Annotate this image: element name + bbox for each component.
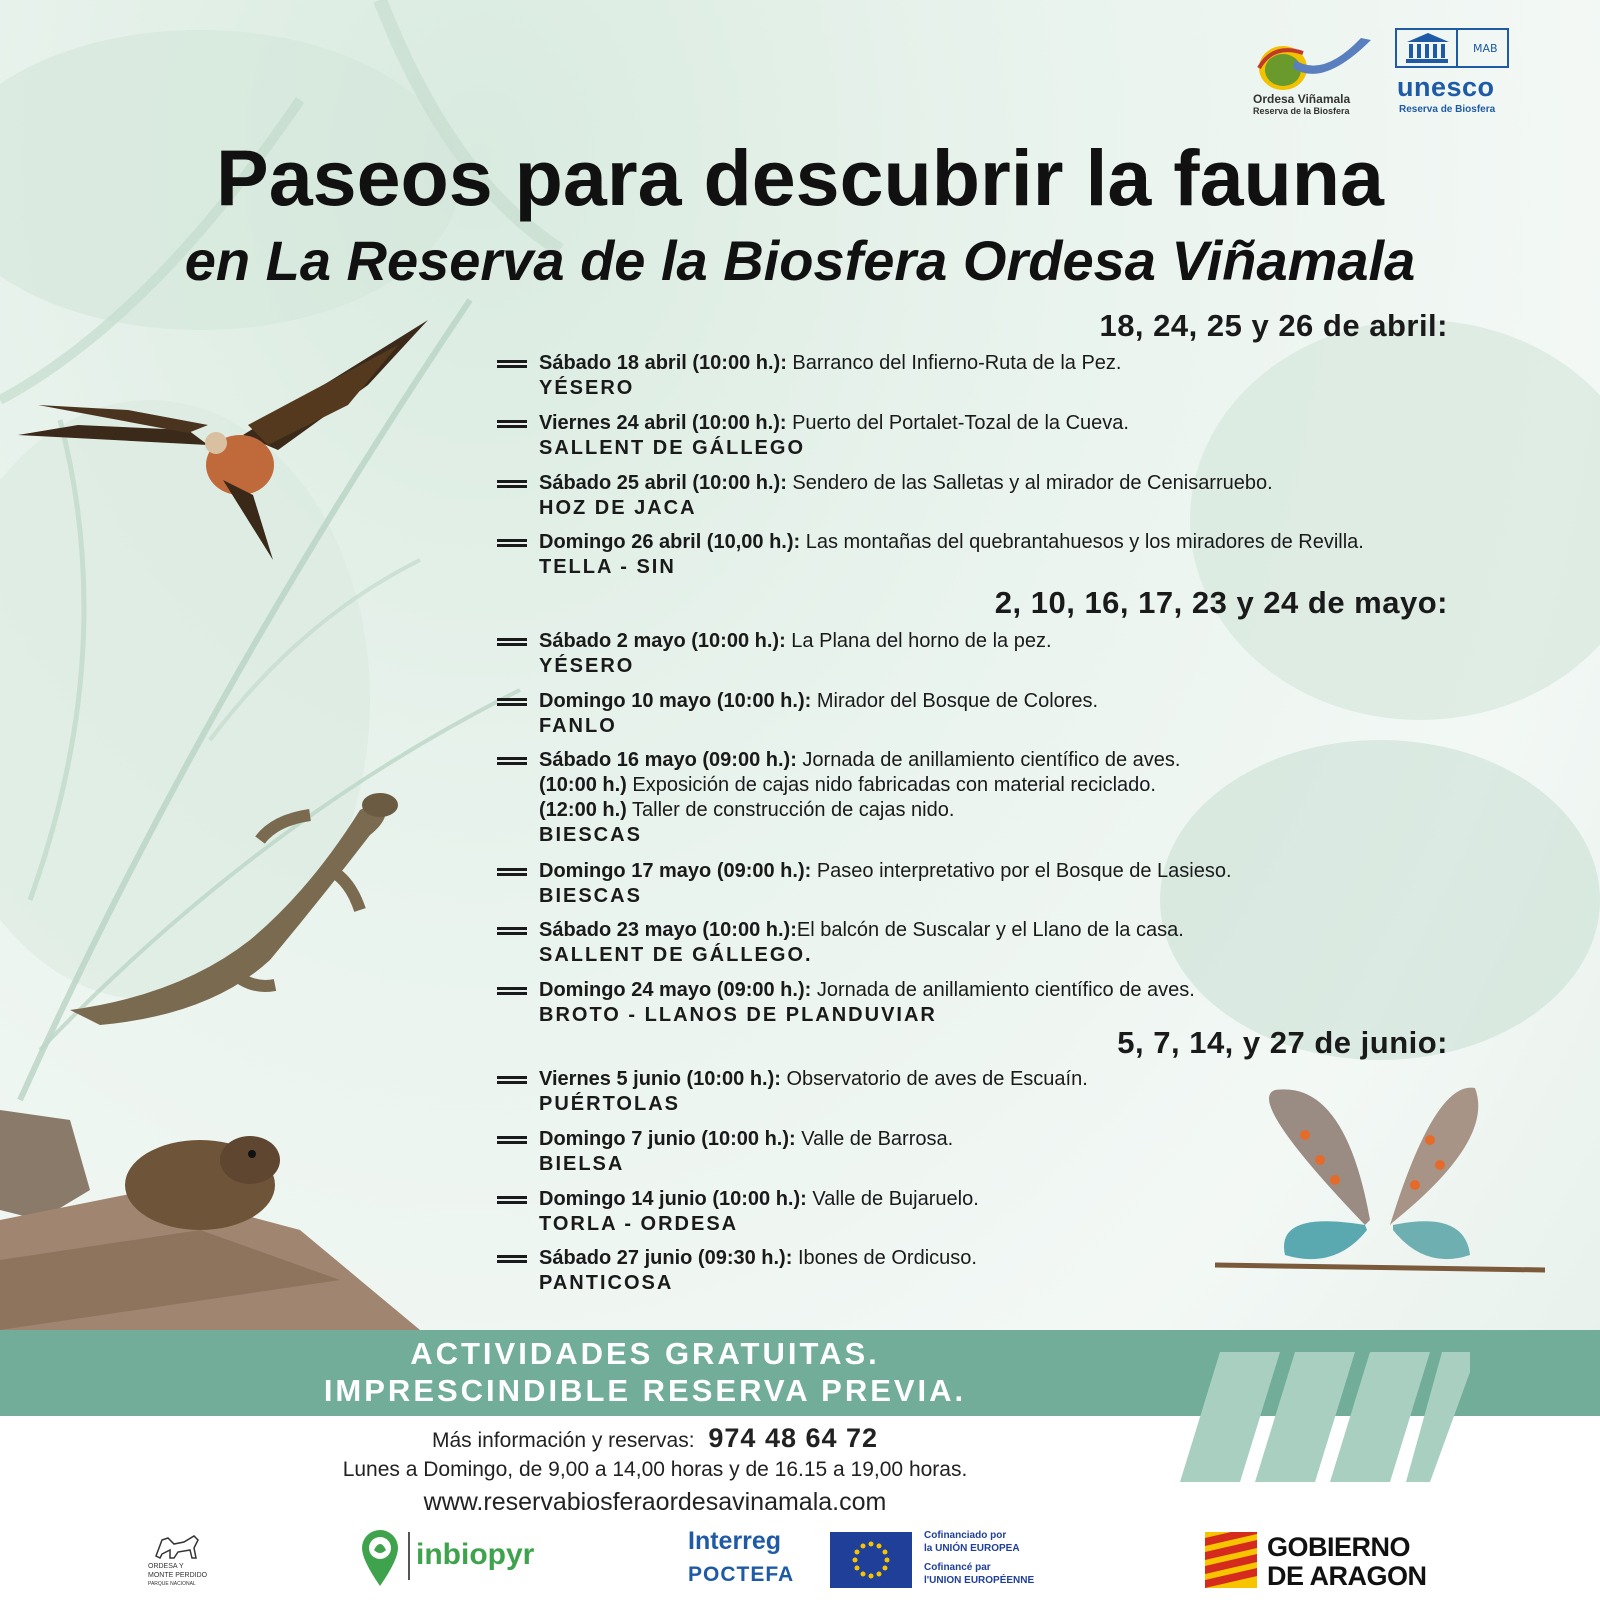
event-title: Ibones de Ordicuso. [792,1247,977,1269]
event-bullet [497,757,527,765]
event-title: Jornada de anillamiento científico de aves. [811,979,1195,1001]
logo-divider [408,1532,410,1580]
month-heading-mayo: 2, 10, 16, 17, 23 y 24 de mayo: [994,585,1448,620]
ordesa-monte-perdido-logo [148,1530,208,1592]
ordesa-logo-line3: PARQUE NACIONAL [148,1581,196,1587]
aragon-flag-icon [1205,1532,1257,1588]
event-description [539,860,1232,883]
event-time: Sábado 23 mayo (10:00 h.): [539,919,797,941]
phone-number[interactable]: 974 48 64 72 [708,1423,879,1453]
event-time: Domingo 24 mayo (09:00 h.): [539,979,812,1001]
event-description [539,774,1156,797]
inbiopyr-wordmark: inbiopyr [416,1538,535,1571]
event-bullet [497,868,527,876]
event-location: PANTICOSA [539,1272,674,1294]
event-time: Sábado 16 mayo (09:00 h.): [539,749,797,771]
event-bullet [497,1196,527,1204]
gobierno-aragon-logo [1205,1532,1465,1594]
gobierno-line1: GOBIERNO [1267,1532,1411,1562]
event-description [539,1128,953,1151]
ordesa-vinamala-logo [1253,38,1373,118]
event-location: SALLENT DE GÁLLEGO [539,437,805,459]
event-time: Domingo 10 mayo (10:00 h.): [539,690,812,712]
eu-text-line3: Cofinancé par [924,1562,991,1573]
event-time: Domingo 17 mayo (09:00 h.): [539,860,812,882]
ordesa-logo-name: Ordesa Viñamala [1253,92,1351,106]
event-title: Taller de construcción de cajas nido. [626,799,955,821]
event-description [539,412,1129,435]
ordesa-vinamala-emblem-icon [1253,38,1373,93]
month-heading-abril: 18, 24, 25 y 26 de abril: [1099,308,1448,343]
event-bullet [497,638,527,646]
eu-flag-icon [830,1532,912,1588]
event-time: (12:00 h.) [539,799,627,821]
event-title: Barranco del Infierno-Ruta de la Pez. [786,352,1122,374]
event-description [539,919,1184,942]
banner-line-free: ACTIVIDADES GRATUITAS. [410,1336,880,1371]
info-label: Más información y reservas: [431,1429,695,1452]
event-time: Domingo 7 junio (10:00 h.): [539,1128,796,1150]
event-time: (10:00 h.) [539,774,627,796]
event-description [539,472,1273,495]
event-location: BROTO - LLANOS DE PLANDUVIAR [539,1004,937,1026]
event-location: YÉSERO [539,655,635,677]
event-title: Valle de Barrosa. [795,1128,954,1150]
unesco-logo [1395,28,1517,118]
eu-cofinancing-text [924,1530,1074,1594]
marmot-image [0,1110,420,1330]
poctefa-wordmark: POCTEFA [688,1563,795,1586]
ordesa-logo-line2: MONTE PERDIDO [148,1572,208,1579]
info-line [0,1423,1310,1454]
event-time: Sábado 2 mayo (10:00 h.): [539,630,786,652]
event-bullet [497,1255,527,1263]
event-time: Sábado 27 junio (09:30 h.): [539,1247,793,1269]
event-description [539,979,1195,1002]
event-title: Mirador del Bosque de Colores. [811,690,1099,712]
event-title: Exposición de cajas nido fabricadas con material reciclado. [626,774,1156,796]
ordesa-logo-line1: ORDESA Y [148,1563,184,1570]
unesco-wordmark: unesco [1397,72,1495,102]
event-location: FANLO [539,715,617,737]
event-time: Viernes 5 junio (10:00 h.): [539,1068,781,1090]
event-location: TORLA - ORDESA [539,1213,739,1235]
event-bullet [497,420,527,428]
event-description [539,799,954,822]
website-link[interactable]: www.reservabiosferaordesavinamala.com [423,1488,887,1516]
event-title: Observatorio de aves de Escuaín. [780,1068,1088,1090]
gobierno-line2: DE ARAGON [1267,1561,1427,1591]
location-pin-icon [360,1528,400,1588]
event-title: Valle de Bujaruelo. [806,1188,979,1210]
event-location: YÉSERO [539,377,635,399]
event-description [539,1068,1088,1091]
event-location: BIESCAS [539,824,642,846]
interreg-wordmark: Interreg [688,1527,782,1555]
event-title: Las montañas del quebrantahuesos y los miradores de Revilla. [800,531,1364,553]
event-location: BIELSA [539,1153,625,1175]
event-time: Sábado 25 abril (10:00 h.): [539,472,787,494]
event-bullet [497,1076,527,1084]
opening-hours: Lunes a Domingo, de 9,00 a 14,00 horas y de 16.15 a 19,00 horas. [342,1458,968,1481]
banner-line-reservation: IMPRESCINDIBLE RESERVA PREVIA. [323,1373,967,1408]
unesco-tagline: Reserva de Biosfera [1399,104,1496,115]
event-title: El balcón de Suscalar y el Llano de la casa. [796,919,1184,941]
eu-text-line4: l'UNION EUROPÉENNE [924,1575,1035,1586]
event-title: Jornada de anillamiento científico de aves. [796,749,1181,771]
event-time: Sábado 18 abril (10:00 h.): [539,352,787,374]
month-heading-junio: 5, 7, 14, y 27 de junio: [1117,1025,1448,1060]
event-title: Sendero de las Salletas y al mirador de Cenisarruebo. [786,472,1273,494]
event-bullet [497,927,527,935]
event-description [539,1188,979,1211]
event-description [539,630,1052,653]
event-description [539,749,1180,772]
event-description [539,690,1098,713]
event-title: La Plana del horno de la pez. [785,630,1052,652]
page-subtitle: en La Reserva de la Biosfera Ordesa Viñamala [184,229,1416,292]
event-bullet [497,480,527,488]
interreg-poctefa-logo [684,1527,814,1591]
butterflies-image [1215,1080,1545,1320]
event-description [539,531,1364,554]
ordesa-logo-tagline: Reserva de la Biosfera [1253,106,1350,116]
event-location: SALLENT DE GÁLLEGO. [539,944,813,966]
inbiopyr-logo [360,1528,540,1588]
salamander-image [60,780,400,1040]
event-bullet [497,1136,527,1144]
event-description [539,352,1122,375]
event-bullet [497,987,527,995]
event-time: Viernes 24 abril (10:00 h.): [539,412,787,434]
mab-label: MAB [1473,42,1498,55]
event-time: Domingo 14 junio (10:00 h.): [539,1188,807,1210]
event-title: Paseo interpretativo por el Bosque de Lasieso. [811,860,1232,882]
event-time: Domingo 26 abril (10,00 h.): [539,531,801,553]
bearded-vulture-image [18,315,448,575]
event-location: HOZ DE JACA [539,497,697,519]
event-location: TELLA - SIN [539,556,676,578]
eu-text-line1: Cofinanciado por [924,1530,1007,1541]
event-location: BIESCAS [539,885,642,907]
event-bullet [497,539,527,547]
event-bullet [497,698,527,706]
page-title: Paseos para descubrir la fauna [216,133,1384,222]
eu-text-line2: la UNIÓN EUROPEA [924,1543,1020,1554]
event-title: Puerto del Portalet-Tozal de la Cueva. [786,412,1129,434]
event-bullet [497,360,527,368]
unesco-temple-icon [1395,28,1515,70]
event-location: PUÉRTOLAS [539,1093,680,1115]
event-description [539,1247,977,1270]
chamois-icon [148,1530,208,1562]
